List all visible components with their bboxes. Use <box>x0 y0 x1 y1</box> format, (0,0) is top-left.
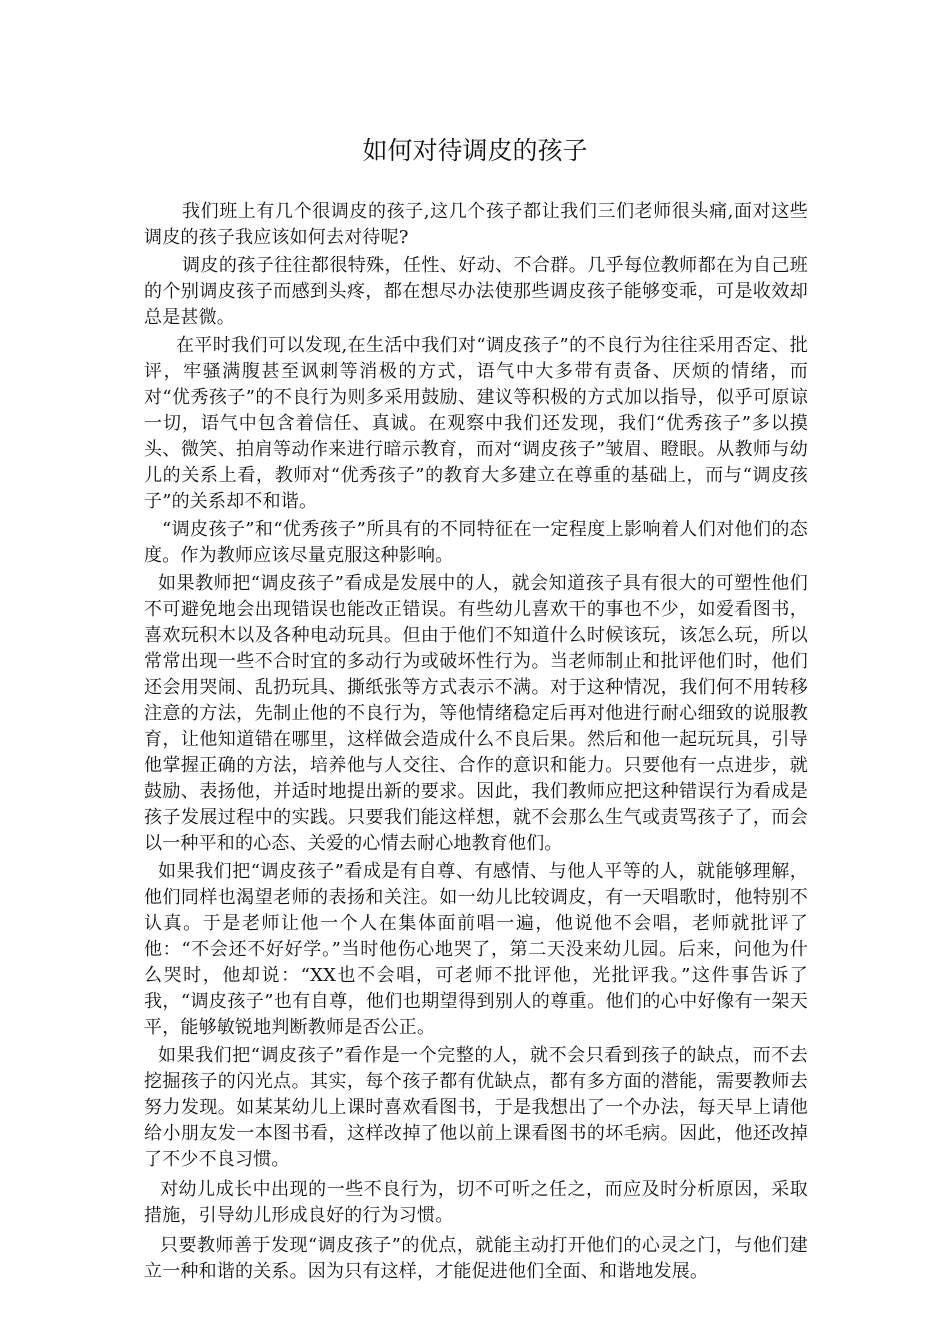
paragraph-6: 如果我们把“调皮孩子”看成是有自尊、有感情、与他人平等的人，就能够理解，他们同样也渴望老师的表扬和关注。如一幼儿比较调皮，有一天唱歌时，他特别不认真。于是老师让他一个人在集体面前唱一遍，他说他不会唱，老师就批评了他：“不会还不好好学。”当时他伤心地哭了，第二天没来幼儿园。后来，问他为什么哭时，他却说：“XX也不会唱，可老师不批评他，光批评我。”这件事告诉了我，“调皮孩子”也有自尊，他们也期望得到别人的尊重。他们的心中好像有一架天平，能够敏锐地判断教师是否公正。 <box>144 861 808 1038</box>
paragraph-2: 调皮的孩子往往都很特殊，任性、好动、不合群。几乎每位教师都在为自己班的个别调皮孩子而感到头疼，都在想尽办法使那些调皮孩子能够变乖，可是收效却总是甚微。 <box>144 255 808 328</box>
paragraph-4: “调皮孩子”和“优秀孩子”所具有的不同特征在一定程度上影响着人们对他们的态度。作为教师应该尽量克服这种影响。 <box>144 519 808 566</box>
paragraph-7: 如果我们把“调皮孩子”看作是一个完整的人，就不会只看到孩子的缺点，而不去挖掘孩子的闪光点。其实，每个孩子都有优缺点，都有多方面的潜能，需要教师去努力发现。如某某幼儿上课时喜欢看图书，于是我想出了一个办法，每天早上请他给小朋友发一本图书看，这样改掉了他以前上课看图书的坏毛病。因此，他还改掉了不少不良习惯。 <box>144 1045 808 1170</box>
document-title: 如何对待调皮的孩子 <box>362 136 588 165</box>
document-body <box>144 199 808 1285</box>
paragraph-8: 对幼儿成长中出现的一些不良行为，切不可听之任之，而应及时分析原因，采取措施，引导幼儿形成良好的行为习惯。 <box>144 1179 808 1226</box>
paragraph-3: 在平时我们可以发现,在生活中我们对“调皮孩子”的不良行为往往采用否定、批评，牢骚满腹甚至讽刺等消极的方式，语气中大多带有责备、厌烦的情绪，而对“优秀孩子”的不良行为则多采用鼓励、建议等积极的方式加以指导，似乎可原谅一切，语气中包含着信任、真诚。在观察中我们还发现，我们“优秀孩子”多以摸头、微笑、拍肩等动作来进行暗示教育，而对“调皮孩子”皱眉、瞪眼。从教师与幼儿的关系上看，教师对“优秀孩子”的教育大多建立在尊重的基础上，而与“调皮孩子”的关系却不和谐。 <box>144 335 808 512</box>
paragraph-1: 我们班上有几个很调皮的孩子,这几个孩子都让我们三们老师很头痛,面对这些调皮的孩子我应该如何去对待呢? <box>144 201 808 248</box>
paragraph-9: 只要教师善于发现“调皮孩子”的优点，就能主动打开他们的心灵之门，与他们建立一种和谐的关系。因为只有这样，才能促进他们全面、和谐地发展。 <box>144 1235 808 1282</box>
paragraph-5: 如果教师把“调皮孩子”看成是发展中的人，就会知道孩子具有很大的可塑性他们不可避免地会出现错误也能改正错误。有些幼儿喜欢干的事也不少，如爱看图书，喜欢玩积木以及各种电动玩具。但由于他们不知道什么时候该玩，该怎么玩，所以常常出现一些不合时宜的多动行为或破坏性行为。当老师制止和批评他们时，他们还会用哭闹、乱扔玩具、撕纸张等方式表示不满。对于这种情况，我们何不用转移注意的方法，先制止他的不良行为，等他情绪稳定后再对他进行耐心细致的说服教育，让他知道错在哪里，这样做会造成什么不良后果。然后和他一起玩玩具，引导他掌握正确的方法，培养他与人交往、合作的意识和能力。只要他有一点进步，就鼓励、表扬他，并适时地提出新的要求。因此，我们教师应把这种错误行为看成是孩子发展过程中的实践。只要我们能这样想，就不会那么生气或责骂孩子了，而会以一种平和的心态、关爱的心情去耐心地教育他们。 <box>144 573 808 854</box>
